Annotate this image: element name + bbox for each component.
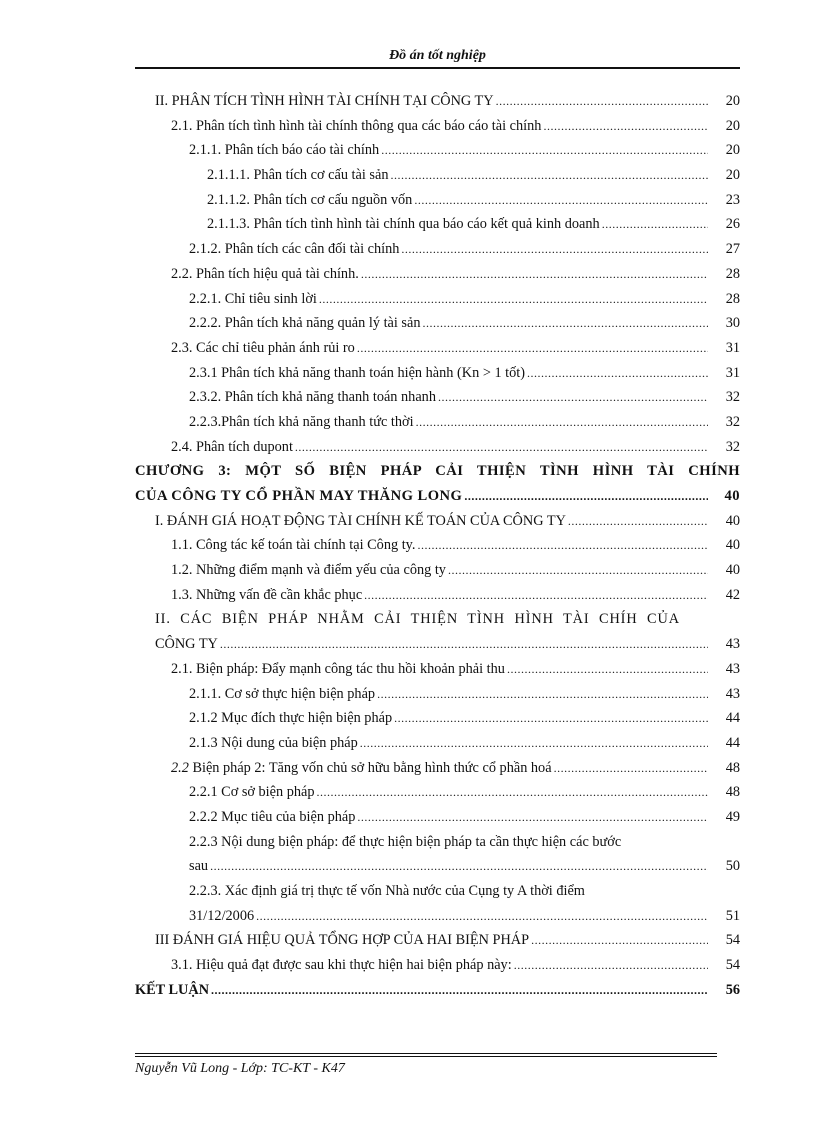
- toc-entry-title: 2.1.1.3. Phân tích tình hình tài chính qua báo cáo kết quả kinh doanh: [207, 216, 600, 233]
- toc-page-number: 49: [725, 808, 740, 825]
- toc-page-number: 42: [725, 586, 740, 603]
- toc-section-chapter3-part1: [135, 513, 740, 612]
- dot-leader: [317, 785, 708, 800]
- toc-page-number: 40: [725, 512, 740, 529]
- toc-item-2-2-3b-line1[interactable]: 2.2.3. Xác định giá trị thực tế vốn Nhà nước của Cụng ty A thời điểm: [189, 883, 585, 899]
- toc-section-chapter2: [135, 93, 740, 463]
- toc-entry[interactable]: [135, 537, 740, 562]
- dot-leader: [295, 440, 708, 455]
- toc-entry[interactable]: [135, 241, 740, 266]
- toc-entry-title: 1.2. Những điểm mạnh và điểm yếu của công ty: [171, 562, 446, 579]
- toc-page-number: 20: [725, 93, 740, 109]
- toc-chapter-3-line1[interactable]: CHƯƠNG 3: MỘT SỐ BIỆN PHÁP CẢI THIỆN TÌNH HÌNH TÀI CHÍNH: [135, 463, 740, 480]
- toc-page-number: 51: [725, 907, 740, 924]
- toc-entry[interactable]: [135, 291, 740, 316]
- dot-leader: [554, 761, 708, 776]
- dot-leader: [514, 958, 708, 973]
- toc-entry[interactable]: [135, 93, 740, 118]
- toc-entry[interactable]: [135, 957, 740, 982]
- toc-entry-title: 2.1. Biện pháp: Đẩy mạnh công tác thu hồi khoản phải thu: [171, 660, 505, 677]
- toc-entry-title: 2.1.1. Cơ sở thực hiện biện pháp: [189, 685, 376, 702]
- dot-leader: [496, 94, 708, 109]
- dot-leader: [464, 489, 708, 504]
- toc-page-number: 32: [725, 389, 740, 406]
- toc-entry-title: III ĐÁNH GIÁ HIỆU QUẢ TỔNG HỢP CỦA HAI BIỆN PHÁP: [155, 932, 530, 949]
- dot-leader: [438, 390, 708, 405]
- toc-item-2-2[interactable]: [135, 760, 740, 785]
- toc-entry-title: 2.3.1 Phân tích khả năng thanh toán hiện hành (Kn > 1 tốt): [189, 364, 526, 381]
- dot-leader: [211, 983, 708, 998]
- toc-entry[interactable]: [135, 562, 740, 587]
- toc-section-II-line2[interactable]: CÔNG TY ..... 43: [135, 636, 740, 661]
- toc-section-2-2-items: [135, 784, 740, 833]
- toc-page-number: 32: [725, 413, 740, 430]
- toc-page-number: 40: [724, 488, 740, 504]
- toc-entry-title: 2.2.3.Phân tích khả năng thanh tức thời: [189, 413, 414, 430]
- dot-leader: [377, 687, 708, 702]
- toc-entry[interactable]: [135, 932, 740, 957]
- toc-page-number: 44: [725, 734, 740, 751]
- toc-entry-title: 2.3.2. Phân tích khả năng thanh toán nhanh: [189, 389, 436, 406]
- toc-entry-title: I. ĐÁNH GIÁ HOẠT ĐỘNG TÀI CHÍNH KẾ TOÁN CỦA CÔNG TY: [155, 512, 566, 529]
- toc-entry[interactable]: [135, 340, 740, 365]
- toc-page-number: 54: [725, 932, 740, 949]
- toc-page-number: 44: [725, 710, 740, 727]
- toc-item-2-2-3-line2[interactable]: sau ..... 50: [135, 858, 740, 883]
- dot-leader: [602, 217, 708, 232]
- toc-entry-title: 2.2.2. Phân tích khả năng quản lý tài sản: [189, 315, 421, 332]
- toc-entry[interactable]: [135, 389, 740, 414]
- toc-entry-title: 1.3. Những vấn đề cần khắc phục: [171, 586, 363, 603]
- toc-entry-title: 3.1. Hiệu quả đạt được sau khi thực hiện hai biện pháp này:: [171, 957, 512, 974]
- toc-entry[interactable]: [135, 266, 740, 291]
- toc-entry[interactable]: [135, 686, 740, 711]
- toc-page-number: 23: [725, 191, 740, 208]
- toc-entry[interactable]: [135, 365, 740, 390]
- page-header-title: Đồ án tốt nghiệp: [389, 48, 486, 63]
- toc-entry[interactable]: [135, 192, 740, 217]
- dot-leader: [357, 810, 708, 825]
- toc-entry[interactable]: [135, 784, 740, 809]
- toc-entry[interactable]: [135, 167, 740, 192]
- toc-page-number: 48: [725, 759, 740, 776]
- toc-entry-title: 2.2.1. Chỉ tiêu sinh lời: [189, 290, 317, 307]
- toc-section-II-line1[interactable]: II. CÁC BIỆN PHÁP NHẰM CẢI THIỆN TÌNH HÌNH TÀI CHÍH CỦA: [155, 611, 680, 628]
- toc-entry-title: 2.1.1.2. Phân tích cơ cấu nguồn vốn: [207, 191, 413, 208]
- toc-entry-title: 2.1.1.1. Phân tích cơ cấu tài sản: [207, 167, 389, 184]
- dot-leader: [361, 267, 708, 282]
- toc-page-number: 48: [725, 784, 740, 801]
- dot-leader: [531, 933, 708, 948]
- toc-chapter-3-line2[interactable]: CỦA CÔNG TY CỔ PHẦN MAY THĂNG LONG ..... 40: [135, 488, 740, 513]
- dot-leader: [527, 366, 708, 381]
- toc-entry-title: 2.1.3 Nội dung của biện pháp: [189, 734, 358, 751]
- dot-leader: [256, 909, 708, 924]
- toc-entry[interactable]: [135, 735, 740, 760]
- dot-leader: [360, 736, 708, 751]
- dot-leader: [423, 316, 709, 331]
- toc-page-number: 28: [725, 265, 740, 282]
- dot-leader: [210, 859, 708, 874]
- toc-entry[interactable]: [135, 315, 740, 340]
- toc-page-number: 43: [725, 636, 740, 653]
- dot-leader: [417, 538, 708, 553]
- toc-entry[interactable]: [135, 513, 740, 538]
- toc-page-number: 32: [725, 438, 740, 455]
- toc-item-text: Biện pháp 2: Tăng vốn chủ sở hữu bằng hình thức cổ phần hoá: [188, 759, 552, 776]
- table-of-contents: [135, 93, 740, 1006]
- dot-leader: [220, 637, 708, 652]
- toc-entry-title: 2.4. Phân tích dupont: [171, 438, 293, 455]
- toc-page-number: 54: [725, 957, 740, 974]
- toc-item-2-2-3b-line2[interactable]: 31/12/2006 ..... 51: [135, 908, 740, 933]
- toc-page-number: 20: [725, 117, 740, 134]
- toc-page-number: 27: [725, 241, 740, 258]
- toc-entry-title: 2.2.1 Cơ sở biện pháp: [189, 784, 315, 801]
- toc-page-number: 28: [725, 290, 740, 307]
- toc-entry-title: 2.2.2 Mục tiêu của biện pháp: [189, 808, 356, 825]
- toc-conclusion[interactable]: KẾT LUẬN ..... 56: [135, 982, 740, 1007]
- toc-entry-title: 2.1.1. Phân tích báo cáo tài chính: [189, 142, 380, 159]
- toc-page-number: 43: [725, 685, 740, 702]
- toc-page-number: 20: [725, 167, 740, 184]
- toc-entry-title: 2.2. Phân tích hiệu quả tài chính.: [171, 265, 359, 282]
- toc-entry[interactable]: [135, 587, 740, 612]
- dot-leader: [390, 168, 708, 183]
- footer-divider-bottom: [135, 1056, 717, 1057]
- toc-page-number: 40: [725, 562, 740, 579]
- toc-page-number: 31: [725, 364, 740, 381]
- toc-entry[interactable]: [135, 414, 740, 439]
- toc-entry[interactable]: [135, 142, 740, 167]
- dot-leader: [543, 119, 708, 134]
- toc-entry-title: 2.3. Các chỉ tiêu phản ánh rủi ro: [171, 339, 355, 356]
- toc-entry-title: 1.1. Công tác kế toán tài chính tại Công ty.: [171, 537, 416, 554]
- dot-leader: [357, 341, 708, 356]
- toc-item-number: 2.2: [171, 759, 189, 776]
- dot-leader: [568, 514, 708, 529]
- dot-leader: [381, 143, 708, 158]
- toc-entry[interactable]: [135, 118, 740, 143]
- toc-page-number: 50: [725, 858, 740, 875]
- toc-page-number: 26: [725, 216, 740, 233]
- toc-entry[interactable]: [135, 710, 740, 735]
- dot-leader: [448, 563, 708, 578]
- toc-item-2-2-3-line1[interactable]: 2.2.3 Nội dung biện pháp: để thực hiện biện pháp ta cần thực hiện các bước: [189, 833, 622, 850]
- toc-page-number: 56: [725, 981, 740, 998]
- toc-entry[interactable]: [135, 439, 740, 464]
- toc-section-III: [135, 932, 740, 981]
- dot-leader: [394, 711, 708, 726]
- toc-entry-title: 2.1.2 Mục đích thực hiện biện pháp: [189, 710, 393, 727]
- dot-leader: [416, 415, 708, 430]
- page-footer-author: Nguyễn Vũ Long - Lớp: TC-KT - K47: [135, 1061, 345, 1076]
- footer-divider-top: [135, 1053, 717, 1054]
- header-divider: [135, 67, 740, 69]
- toc-page-number: 31: [725, 339, 740, 356]
- dot-leader: [319, 292, 708, 307]
- dot-leader: [364, 588, 708, 603]
- toc-section-2-1: [135, 661, 740, 760]
- toc-page-number: 20: [725, 142, 740, 159]
- toc-entry[interactable]: [135, 216, 740, 241]
- toc-entry[interactable]: [135, 809, 740, 834]
- toc-entry-title: 2.1.2. Phân tích các cân đối tài chính: [189, 241, 400, 258]
- dot-leader: [401, 242, 708, 257]
- toc-entry-title: II. PHÂN TÍCH TÌNH HÌNH TÀI CHÍNH TẠI CÔNG TY: [155, 93, 494, 109]
- dot-leader: [507, 662, 708, 677]
- toc-page-number: 43: [725, 660, 740, 677]
- toc-entry-title: 2.1. Phân tích tình hình tài chính thông qua các báo cáo tài chính: [171, 117, 542, 134]
- toc-page-number: 30: [725, 315, 740, 332]
- toc-page-number: 40: [725, 537, 740, 554]
- toc-entry[interactable]: [135, 661, 740, 686]
- dot-leader: [414, 193, 708, 208]
